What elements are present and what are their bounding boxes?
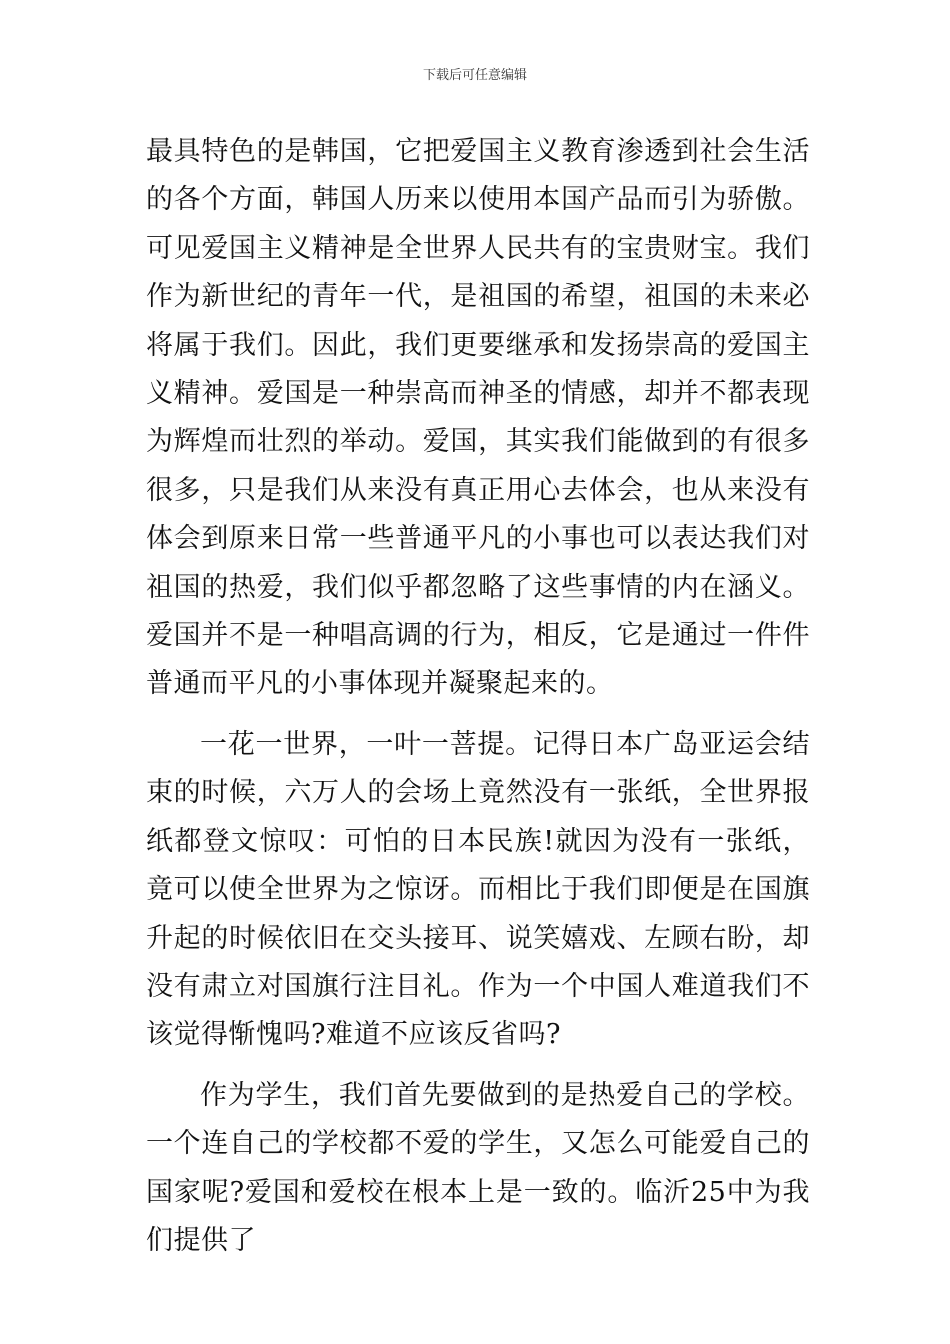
- document-body: [146, 128, 810, 1265]
- paragraph-1: 最具特色的是韩国，它把爱国主义教育渗透到社会生活的各个方面，韩国人历来以使用本国产品而引为骄傲。可见爱国主义精神是全世界人民共有的宝贵财宝。我们作为新世纪的青年一代，是祖国的希望，祖国的未来必将属于我们。因此，我们更要继承和发扬崇高的爱国主义精神。爱国是一种崇高而神圣的情感，却并不都表现为辉煌而壮烈的举动。爱国，其实我们能做到的有很多很多，只是我们从来没有真正用心去体会，也从来没有体会到原来日常一些普通平凡的小事也可以表达我们对祖国的热爱，我们似乎都忽略了这些事情的内在涵义。 爱国并不是一种唱高调的行为，相反，它是通过一件件普通而平凡的小事体现并凝聚起来的。: [146, 136, 810, 700]
- page-header: 下载后可任意编辑: [422, 68, 527, 83]
- paragraph-2: 一花一世界，一叶一菩提。记得日本广岛亚运会结束的时候，六万人的会场上竟然没有一张纸，全世界报纸都登文惊叹：可怕的日本民族!就因为没有一张纸，竟可以使全世界为之惊讶。而相比于我们即便是在国旗升起的时候依旧在交头接耳、说笑嬉戏、左顾右盼，却没有肃立对国旗行注目礼。作为一个中国人难道我们不该觉得惭愧吗?难道不应该反省吗?: [146, 728, 810, 1051]
- paragraph-3: 作为学生，我们首先要做到的是热爱自己的学校。一个连自己的学校都不爱的学生，又怎么可能爱自己的国家呢?爱国和爱校在根本上是一致的。临沂25中为我们提供了: [146, 1079, 810, 1256]
